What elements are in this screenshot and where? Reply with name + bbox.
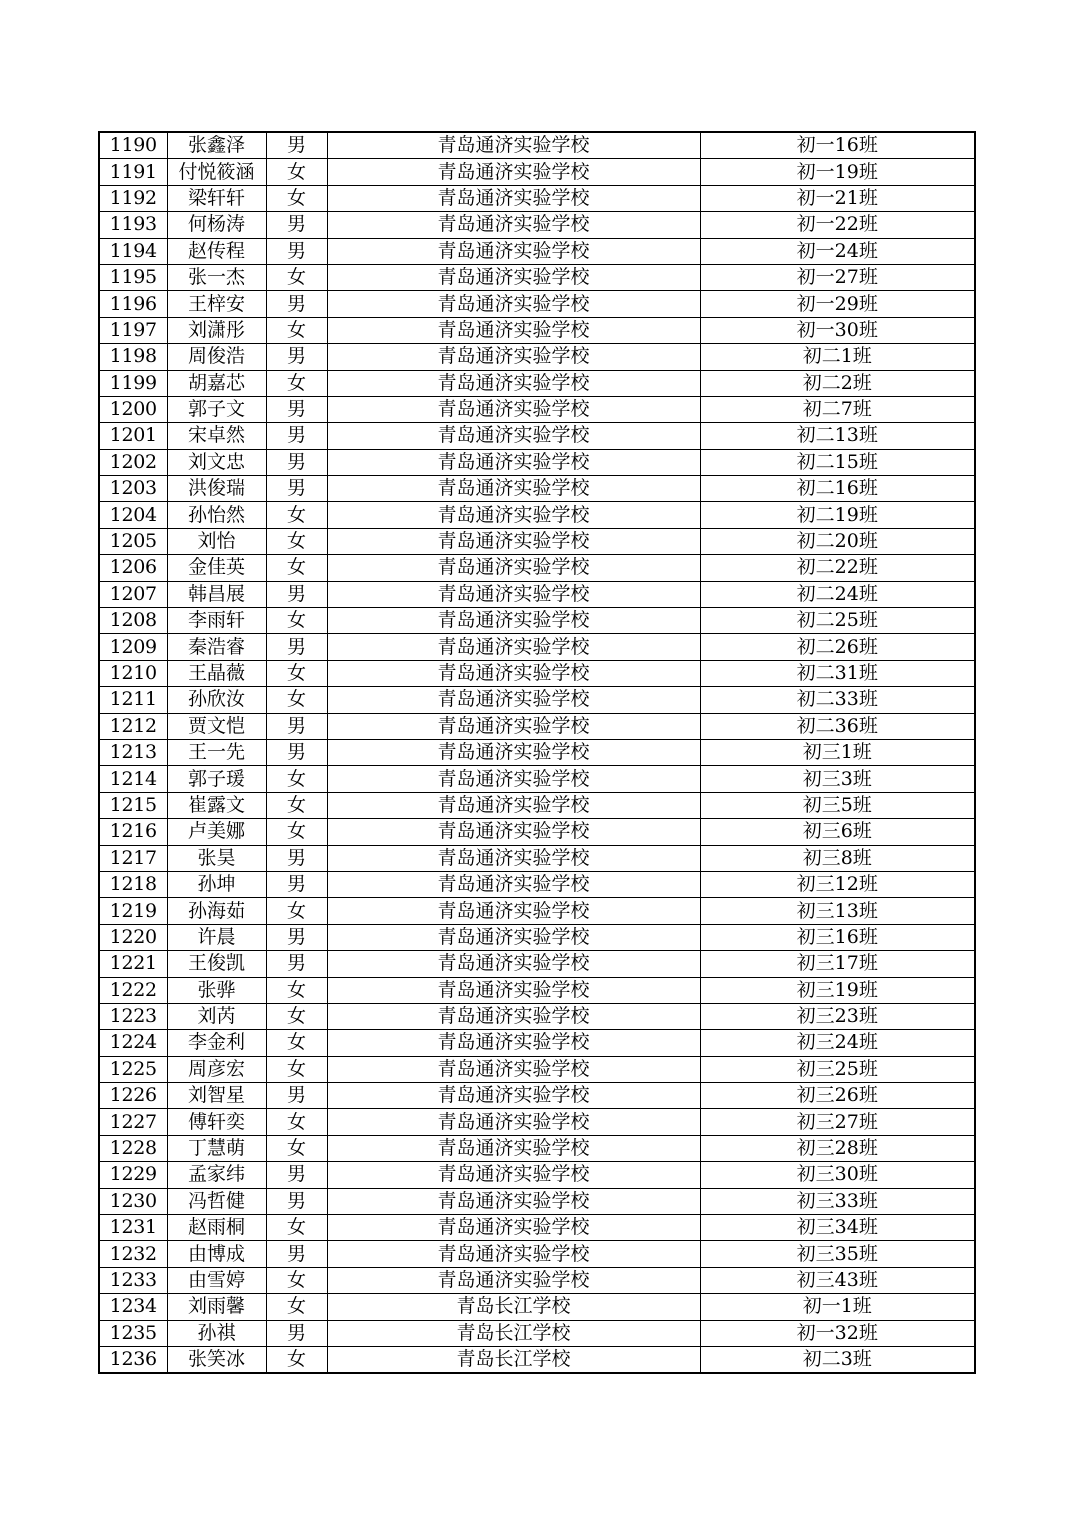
row-number: 1231 <box>99 1215 167 1241</box>
row-number: 1229 <box>99 1162 167 1188</box>
school-name: 青岛通济实验学校 <box>327 238 700 264</box>
student-gender: 女 <box>266 792 327 818</box>
row-number: 1234 <box>99 1294 167 1320</box>
table-row <box>99 1135 975 1161</box>
class-name: 初二25班 <box>700 608 975 634</box>
table-row <box>99 1003 975 1029</box>
class-name: 初三8班 <box>700 845 975 871</box>
school-name: 青岛通济实验学校 <box>327 766 700 792</box>
student-name: 郭子瑗 <box>167 766 266 792</box>
student-gender: 男 <box>266 1320 327 1346</box>
table-row <box>99 871 975 897</box>
class-name: 初一32班 <box>700 1320 975 1346</box>
row-number: 1208 <box>99 608 167 634</box>
student-gender: 男 <box>266 396 327 422</box>
student-roster-table <box>98 131 976 1374</box>
student-gender: 男 <box>266 449 327 475</box>
student-name: 贾文恺 <box>167 713 266 739</box>
student-gender: 女 <box>266 819 327 845</box>
school-name: 青岛通济实验学校 <box>327 951 700 977</box>
student-name: 王晶薇 <box>167 660 266 686</box>
table-row <box>99 766 975 792</box>
class-name: 初三1班 <box>700 739 975 765</box>
class-name: 初三19班 <box>700 977 975 1003</box>
table-row <box>99 634 975 660</box>
row-number: 1226 <box>99 1083 167 1109</box>
student-name: 王俊凯 <box>167 951 266 977</box>
student-name: 刘芮 <box>167 1003 266 1029</box>
class-name: 初一22班 <box>700 212 975 238</box>
table-row <box>99 581 975 607</box>
row-number: 1196 <box>99 291 167 317</box>
row-number: 1215 <box>99 792 167 818</box>
class-name: 初二31班 <box>700 660 975 686</box>
student-name: 崔露文 <box>167 792 266 818</box>
school-name: 青岛通济实验学校 <box>327 1215 700 1241</box>
table-row <box>99 1267 975 1293</box>
student-name: 王一先 <box>167 739 266 765</box>
student-gender: 男 <box>266 212 327 238</box>
row-number: 1204 <box>99 502 167 528</box>
roster-body <box>99 132 975 1373</box>
row-number: 1217 <box>99 845 167 871</box>
table-row <box>99 1188 975 1214</box>
row-number: 1203 <box>99 476 167 502</box>
school-name: 青岛通济实验学校 <box>327 792 700 818</box>
row-number: 1223 <box>99 1003 167 1029</box>
table-row <box>99 739 975 765</box>
row-number: 1198 <box>99 344 167 370</box>
class-name: 初三6班 <box>700 819 975 845</box>
table-row <box>99 845 975 871</box>
student-name: 周俊浩 <box>167 344 266 370</box>
student-name: 刘雨馨 <box>167 1294 266 1320</box>
class-name: 初二33班 <box>700 687 975 713</box>
class-name: 初一1班 <box>700 1294 975 1320</box>
table-row <box>99 132 975 159</box>
class-name: 初二15班 <box>700 449 975 475</box>
class-name: 初三5班 <box>700 792 975 818</box>
row-number: 1201 <box>99 423 167 449</box>
row-number: 1219 <box>99 898 167 924</box>
table-row <box>99 317 975 343</box>
table-row <box>99 185 975 211</box>
student-name: 张笑冰 <box>167 1346 266 1373</box>
table-row <box>99 977 975 1003</box>
student-gender: 女 <box>266 317 327 343</box>
school-name: 青岛通济实验学校 <box>327 660 700 686</box>
class-name: 初三26班 <box>700 1083 975 1109</box>
row-number: 1209 <box>99 634 167 660</box>
school-name: 青岛通济实验学校 <box>327 871 700 897</box>
class-name: 初二1班 <box>700 344 975 370</box>
class-name: 初二16班 <box>700 476 975 502</box>
class-name: 初三43班 <box>700 1267 975 1293</box>
student-name: 付悦筱涵 <box>167 159 266 185</box>
table-row <box>99 792 975 818</box>
student-gender: 女 <box>266 608 327 634</box>
student-name: 由雪婷 <box>167 1267 266 1293</box>
student-gender: 男 <box>266 713 327 739</box>
row-number: 1224 <box>99 1030 167 1056</box>
school-name: 青岛通济实验学校 <box>327 344 700 370</box>
class-name: 初一24班 <box>700 238 975 264</box>
student-name: 刘文忠 <box>167 449 266 475</box>
row-number: 1211 <box>99 687 167 713</box>
school-name: 青岛通济实验学校 <box>327 370 700 396</box>
row-number: 1213 <box>99 739 167 765</box>
student-gender: 女 <box>266 687 327 713</box>
student-gender: 男 <box>266 845 327 871</box>
table-row <box>99 924 975 950</box>
student-name: 何杨涛 <box>167 212 266 238</box>
class-name: 初一16班 <box>700 132 975 159</box>
student-gender: 男 <box>266 581 327 607</box>
school-name: 青岛通济实验学校 <box>327 898 700 924</box>
student-gender: 男 <box>266 1083 327 1109</box>
class-name: 初三24班 <box>700 1030 975 1056</box>
class-name: 初二20班 <box>700 528 975 554</box>
student-name: 赵雨桐 <box>167 1215 266 1241</box>
student-gender: 女 <box>266 898 327 924</box>
school-name: 青岛通济实验学校 <box>327 634 700 660</box>
class-name: 初一21班 <box>700 185 975 211</box>
student-gender: 男 <box>266 1241 327 1267</box>
row-number: 1221 <box>99 951 167 977</box>
school-name: 青岛长江学校 <box>327 1320 700 1346</box>
student-name: 孙祺 <box>167 1320 266 1346</box>
table-row <box>99 1030 975 1056</box>
student-gender: 女 <box>266 1267 327 1293</box>
row-number: 1207 <box>99 581 167 607</box>
table-row <box>99 819 975 845</box>
student-gender: 女 <box>266 1346 327 1373</box>
student-name: 卢美娜 <box>167 819 266 845</box>
student-gender: 女 <box>266 1030 327 1056</box>
class-name: 初一19班 <box>700 159 975 185</box>
class-name: 初三30班 <box>700 1162 975 1188</box>
table-row <box>99 449 975 475</box>
row-number: 1236 <box>99 1346 167 1373</box>
student-name: 洪俊瑞 <box>167 476 266 502</box>
school-name: 青岛通济实验学校 <box>327 264 700 290</box>
row-number: 1194 <box>99 238 167 264</box>
student-gender: 男 <box>266 238 327 264</box>
student-name: 孙坤 <box>167 871 266 897</box>
row-number: 1210 <box>99 660 167 686</box>
class-name: 初二13班 <box>700 423 975 449</box>
class-name: 初三33班 <box>700 1188 975 1214</box>
student-name: 孟家纬 <box>167 1162 266 1188</box>
student-gender: 男 <box>266 951 327 977</box>
class-name: 初三27班 <box>700 1109 975 1135</box>
student-name: 刘怡 <box>167 528 266 554</box>
student-name: 刘智星 <box>167 1083 266 1109</box>
class-name: 初二3班 <box>700 1346 975 1373</box>
school-name: 青岛通济实验学校 <box>327 1162 700 1188</box>
school-name: 青岛通济实验学校 <box>327 423 700 449</box>
table-row <box>99 1320 975 1346</box>
school-name: 青岛通济实验学校 <box>327 476 700 502</box>
school-name: 青岛通济实验学校 <box>327 528 700 554</box>
class-name: 初一30班 <box>700 317 975 343</box>
student-gender: 女 <box>266 1109 327 1135</box>
school-name: 青岛通济实验学校 <box>327 608 700 634</box>
table-row <box>99 502 975 528</box>
student-gender: 男 <box>266 924 327 950</box>
student-name: 韩昌展 <box>167 581 266 607</box>
school-name: 青岛通济实验学校 <box>327 555 700 581</box>
row-number: 1195 <box>99 264 167 290</box>
student-gender: 男 <box>266 423 327 449</box>
class-name: 初三35班 <box>700 1241 975 1267</box>
class-name: 初三28班 <box>700 1135 975 1161</box>
student-name: 由博成 <box>167 1241 266 1267</box>
student-name: 赵传程 <box>167 238 266 264</box>
row-number: 1227 <box>99 1109 167 1135</box>
student-gender: 女 <box>266 660 327 686</box>
school-name: 青岛通济实验学校 <box>327 1241 700 1267</box>
student-name: 张骅 <box>167 977 266 1003</box>
student-gender: 男 <box>266 634 327 660</box>
table-row <box>99 1215 975 1241</box>
school-name: 青岛通济实验学校 <box>327 845 700 871</box>
row-number: 1214 <box>99 766 167 792</box>
table-row <box>99 476 975 502</box>
row-number: 1192 <box>99 185 167 211</box>
school-name: 青岛通济实验学校 <box>327 1003 700 1029</box>
student-gender: 男 <box>266 1188 327 1214</box>
student-name: 孙怡然 <box>167 502 266 528</box>
school-name: 青岛通济实验学校 <box>327 159 700 185</box>
row-number: 1225 <box>99 1056 167 1082</box>
row-number: 1206 <box>99 555 167 581</box>
row-number: 1190 <box>99 132 167 159</box>
student-gender: 女 <box>266 264 327 290</box>
student-gender: 男 <box>266 344 327 370</box>
row-number: 1235 <box>99 1320 167 1346</box>
school-name: 青岛通济实验学校 <box>327 1267 700 1293</box>
student-name: 张一杰 <box>167 264 266 290</box>
row-number: 1193 <box>99 212 167 238</box>
student-gender: 女 <box>266 766 327 792</box>
class-name: 初二7班 <box>700 396 975 422</box>
student-gender: 男 <box>266 871 327 897</box>
row-number: 1191 <box>99 159 167 185</box>
row-number: 1220 <box>99 924 167 950</box>
table-row <box>99 1162 975 1188</box>
student-gender: 男 <box>266 739 327 765</box>
student-name: 王梓安 <box>167 291 266 317</box>
school-name: 青岛通济实验学校 <box>327 1188 700 1214</box>
student-name: 郭子文 <box>167 396 266 422</box>
school-name: 青岛通济实验学校 <box>327 713 700 739</box>
school-name: 青岛长江学校 <box>327 1346 700 1373</box>
school-name: 青岛通济实验学校 <box>327 1109 700 1135</box>
class-name: 初二19班 <box>700 502 975 528</box>
table-row <box>99 1346 975 1373</box>
class-name: 初三17班 <box>700 951 975 977</box>
table-row <box>99 687 975 713</box>
student-gender: 男 <box>266 291 327 317</box>
student-gender: 女 <box>266 1294 327 1320</box>
school-name: 青岛通济实验学校 <box>327 1030 700 1056</box>
table-row <box>99 713 975 739</box>
student-name: 孙欣汝 <box>167 687 266 713</box>
student-name: 丁慧萌 <box>167 1135 266 1161</box>
row-number: 1200 <box>99 396 167 422</box>
student-name: 秦浩睿 <box>167 634 266 660</box>
class-name: 初三12班 <box>700 871 975 897</box>
student-gender: 男 <box>266 476 327 502</box>
student-gender: 女 <box>266 528 327 554</box>
table-row <box>99 1109 975 1135</box>
school-name: 青岛通济实验学校 <box>327 449 700 475</box>
class-name: 初二26班 <box>700 634 975 660</box>
student-gender: 女 <box>266 555 327 581</box>
table-row <box>99 291 975 317</box>
student-gender: 女 <box>266 1056 327 1082</box>
school-name: 青岛通济实验学校 <box>327 581 700 607</box>
table-row <box>99 396 975 422</box>
student-gender: 女 <box>266 1135 327 1161</box>
student-gender: 男 <box>266 1162 327 1188</box>
student-name: 冯哲健 <box>167 1188 266 1214</box>
row-number: 1233 <box>99 1267 167 1293</box>
table-row <box>99 238 975 264</box>
table-row <box>99 212 975 238</box>
student-gender: 女 <box>266 1003 327 1029</box>
class-name: 初一27班 <box>700 264 975 290</box>
school-name: 青岛通济实验学校 <box>327 687 700 713</box>
class-name: 初二24班 <box>700 581 975 607</box>
table-row <box>99 660 975 686</box>
row-number: 1197 <box>99 317 167 343</box>
student-name: 张昊 <box>167 845 266 871</box>
school-name: 青岛通济实验学校 <box>327 396 700 422</box>
table-row <box>99 1294 975 1320</box>
row-number: 1228 <box>99 1135 167 1161</box>
school-name: 青岛通济实验学校 <box>327 1056 700 1082</box>
class-name: 初三13班 <box>700 898 975 924</box>
student-gender: 女 <box>266 502 327 528</box>
table-row <box>99 898 975 924</box>
class-name: 初二22班 <box>700 555 975 581</box>
student-name: 孙海茹 <box>167 898 266 924</box>
row-number: 1222 <box>99 977 167 1003</box>
school-name: 青岛通济实验学校 <box>327 291 700 317</box>
table-row <box>99 555 975 581</box>
table-row <box>99 951 975 977</box>
school-name: 青岛通济实验学校 <box>327 1083 700 1109</box>
school-name: 青岛通济实验学校 <box>327 502 700 528</box>
class-name: 初三23班 <box>700 1003 975 1029</box>
class-name: 初二2班 <box>700 370 975 396</box>
row-number: 1216 <box>99 819 167 845</box>
student-gender: 女 <box>266 1215 327 1241</box>
table-row <box>99 159 975 185</box>
table-row <box>99 370 975 396</box>
school-name: 青岛通济实验学校 <box>327 212 700 238</box>
student-name: 李雨轩 <box>167 608 266 634</box>
school-name: 青岛通济实验学校 <box>327 1135 700 1161</box>
student-name: 宋卓然 <box>167 423 266 449</box>
table-row <box>99 1241 975 1267</box>
row-number: 1199 <box>99 370 167 396</box>
student-gender: 女 <box>266 159 327 185</box>
table-row <box>99 423 975 449</box>
student-name: 周彦宏 <box>167 1056 266 1082</box>
student-name: 许晨 <box>167 924 266 950</box>
class-name: 初三25班 <box>700 1056 975 1082</box>
row-number: 1232 <box>99 1241 167 1267</box>
table-row <box>99 608 975 634</box>
school-name: 青岛通济实验学校 <box>327 739 700 765</box>
class-name: 初三16班 <box>700 924 975 950</box>
student-name: 刘潇彤 <box>167 317 266 343</box>
student-name: 梁轩轩 <box>167 185 266 211</box>
row-number: 1212 <box>99 713 167 739</box>
table-row <box>99 528 975 554</box>
student-name: 金佳英 <box>167 555 266 581</box>
school-name: 青岛通济实验学校 <box>327 819 700 845</box>
school-name: 青岛通济实验学校 <box>327 924 700 950</box>
table-row <box>99 344 975 370</box>
student-name: 胡嘉芯 <box>167 370 266 396</box>
table-row <box>99 1083 975 1109</box>
class-name: 初三34班 <box>700 1215 975 1241</box>
student-name: 张鑫泽 <box>167 132 266 159</box>
student-gender: 女 <box>266 185 327 211</box>
school-name: 青岛长江学校 <box>327 1294 700 1320</box>
school-name: 青岛通济实验学校 <box>327 977 700 1003</box>
student-gender: 男 <box>266 132 327 159</box>
row-number: 1230 <box>99 1188 167 1214</box>
school-name: 青岛通济实验学校 <box>327 185 700 211</box>
row-number: 1218 <box>99 871 167 897</box>
student-gender: 女 <box>266 977 327 1003</box>
row-number: 1202 <box>99 449 167 475</box>
class-name: 初三3班 <box>700 766 975 792</box>
row-number: 1205 <box>99 528 167 554</box>
school-name: 青岛通济实验学校 <box>327 132 700 159</box>
table-row <box>99 1056 975 1082</box>
student-name: 李金利 <box>167 1030 266 1056</box>
class-name: 初二36班 <box>700 713 975 739</box>
class-name: 初一29班 <box>700 291 975 317</box>
student-name: 傅轩奕 <box>167 1109 266 1135</box>
table-row <box>99 264 975 290</box>
school-name: 青岛通济实验学校 <box>327 317 700 343</box>
student-gender: 女 <box>266 370 327 396</box>
